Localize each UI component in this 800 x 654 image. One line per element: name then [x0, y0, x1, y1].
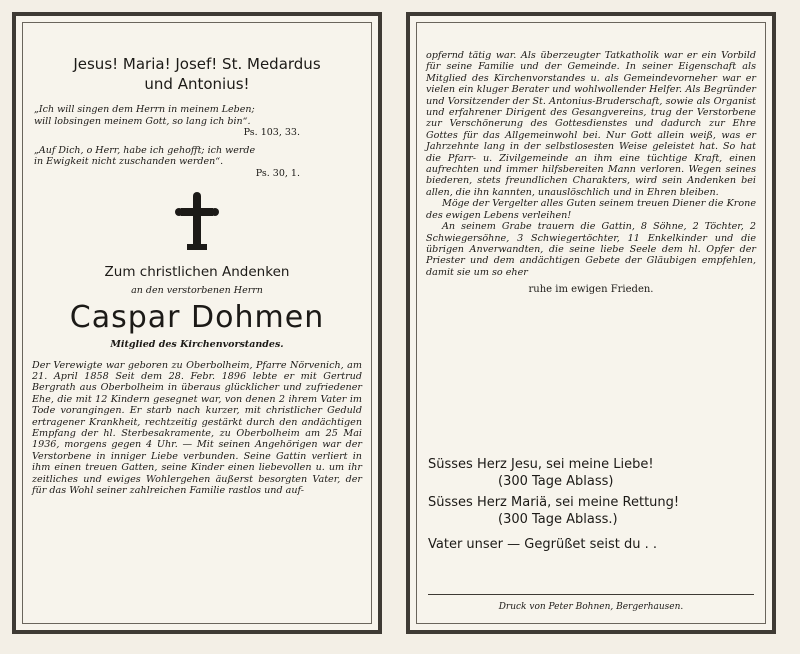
memorial-subtitle: an den verstorbenen Herrn [131, 284, 263, 296]
psalm-verse-1-line-1: „Ich will singen dem Herrn in meinem Leben; [34, 104, 255, 115]
deceased-name: Caspar Dohmen [69, 299, 325, 335]
printer-credit: Druck von Peter Bohnen, Bergerhausen. [498, 602, 684, 612]
prayer-sacred-heart-jesus: Süsses Herz Jesu, sei meine Liebe! [428, 457, 654, 472]
invocation-line-1: Jesus! Maria! Josef! St. Medardus [73, 55, 321, 73]
left-page [12, 12, 382, 634]
prayer-our-father: Vater unser — Gegrüßet seist du . . [428, 537, 658, 552]
right-page [406, 12, 776, 634]
prayer-sacred-heart-mary: Süsses Herz Mariä, sei meine Rettung! [428, 495, 680, 510]
invocation-line-2: und Antonius! [144, 75, 250, 93]
blessing-text: Möge der Vergelter alles Guten seinem treuen Diener die Krone des ewigen Lebens verleihen! [426, 198, 756, 221]
psalm-verse-2-line-2: in Ewigkeit nicht zuschanden werden“. [34, 156, 224, 168]
prayer-sacred-heart-mary-indulgence: (300 Tage Ablass.) [498, 512, 618, 527]
left-biography-text: Der Verewigte war geboren zu Oberbolheim, Pfarre Nörvenich, am 21. April 1858 Seit dem 28. Febr. 1896 lebte er mit Gertrud Bergrath aus Oberbolheim in überaus glücklicher und zufriedener Ehe, die mit 12 Kindern gesegnet war, von denen 2 ihrem Vater im Tode vorangingen. Er starb nach kurzer, mit christlicher Geduld ertragener Krankheit, rechtzeitig gestärkt durch den andächtigen Empfang der hl. Sterbesakramente, zu Oberbolheim am 25 Mai 1936, morgens gegen 4 Uhr. — Mit seinen Angehörigen war der Verstorbene in inniger Liebe verbunden. Seine Gattin verliert in ihm einen treuen Gatten, seine Kinder einen liebevollen u. um ihr zeitliches und ewiges Wohlergehen äußerst besorgten Vater, der für das Wohl seiner zahlreichen Familie rastlos und auf- [32, 359, 362, 497]
psalm-verse-2-line-1: „Auf Dich, o Herr, habe ich gehofft; ich werde [34, 144, 256, 156]
left-page-border [22, 22, 372, 624]
right-biography-text: opfernd tätig war. Als überzeugter Tatkatholik war er ein Vorbild für seine Familie und der Gemeinde. In seiner Eigenschaft als Mitglied des Kirchenvorstandes u. als Gemeindevorneher war er vielen ein kluger Berater und wohlwollender Helfer. Als Begründer und Vorsitzender der St. Antonius-Bruderschaft, sowie als Organist und erfahrener Dirigent des Gesangvereins, trug der Verstorbene zur Verschönerung des Gottesdienstes und dadurch zur Ehre Gottes für das Allgemeinwohl bei. Nur Gott allein weiß, was er Jahrzehnte lang in der selbstlosesten Weise geleistet hat. So hat die Pfarr- u. Zivilgemeinde an ihm eine tüchtige Kraft, einen aufrechten und immer hilfsbereiten Mann verloren. Wegen seines biederen, stets freundlichen Charakters, wird sein Andenken bei allen, die ihn kannten, unauslöschlich und in Ehren bleiben. [426, 50, 756, 198]
rest-in-peace-text: ruhe im ewigen Frieden. [528, 284, 654, 296]
psalm-verse-2-ref: Ps. 30, 1. [255, 167, 300, 179]
prayer-sacred-heart-jesus-indulgence: (300 Tage Ablass) [498, 474, 614, 489]
mourners-text: An seinem Grabe trauern die Gattin, 8 Söhne, 2 Töchter, 2 Schwiegersöhne, 3 Schwiegertöchter, 11 Enkelkinder und die übrigen Anverwandten, die seine liebe Seele dem hl. Opfer der Priester und dem andächtigen Gebete der Gläubigen empfehlen, damit sie um so eher [426, 221, 756, 278]
deceased-role: Mitglied des Kirchenvorstandes. [110, 338, 284, 350]
memorial-title: Zum christlichen Andenken [104, 263, 290, 280]
printer-divider [428, 594, 754, 595]
psalm-verse-1-ref: Ps. 103, 33. [243, 127, 300, 139]
prayer-block [410, 456, 772, 553]
psalm-verse-1-line-2: will lobsingen meinem Gott, so lang ich bin“. [34, 115, 251, 127]
